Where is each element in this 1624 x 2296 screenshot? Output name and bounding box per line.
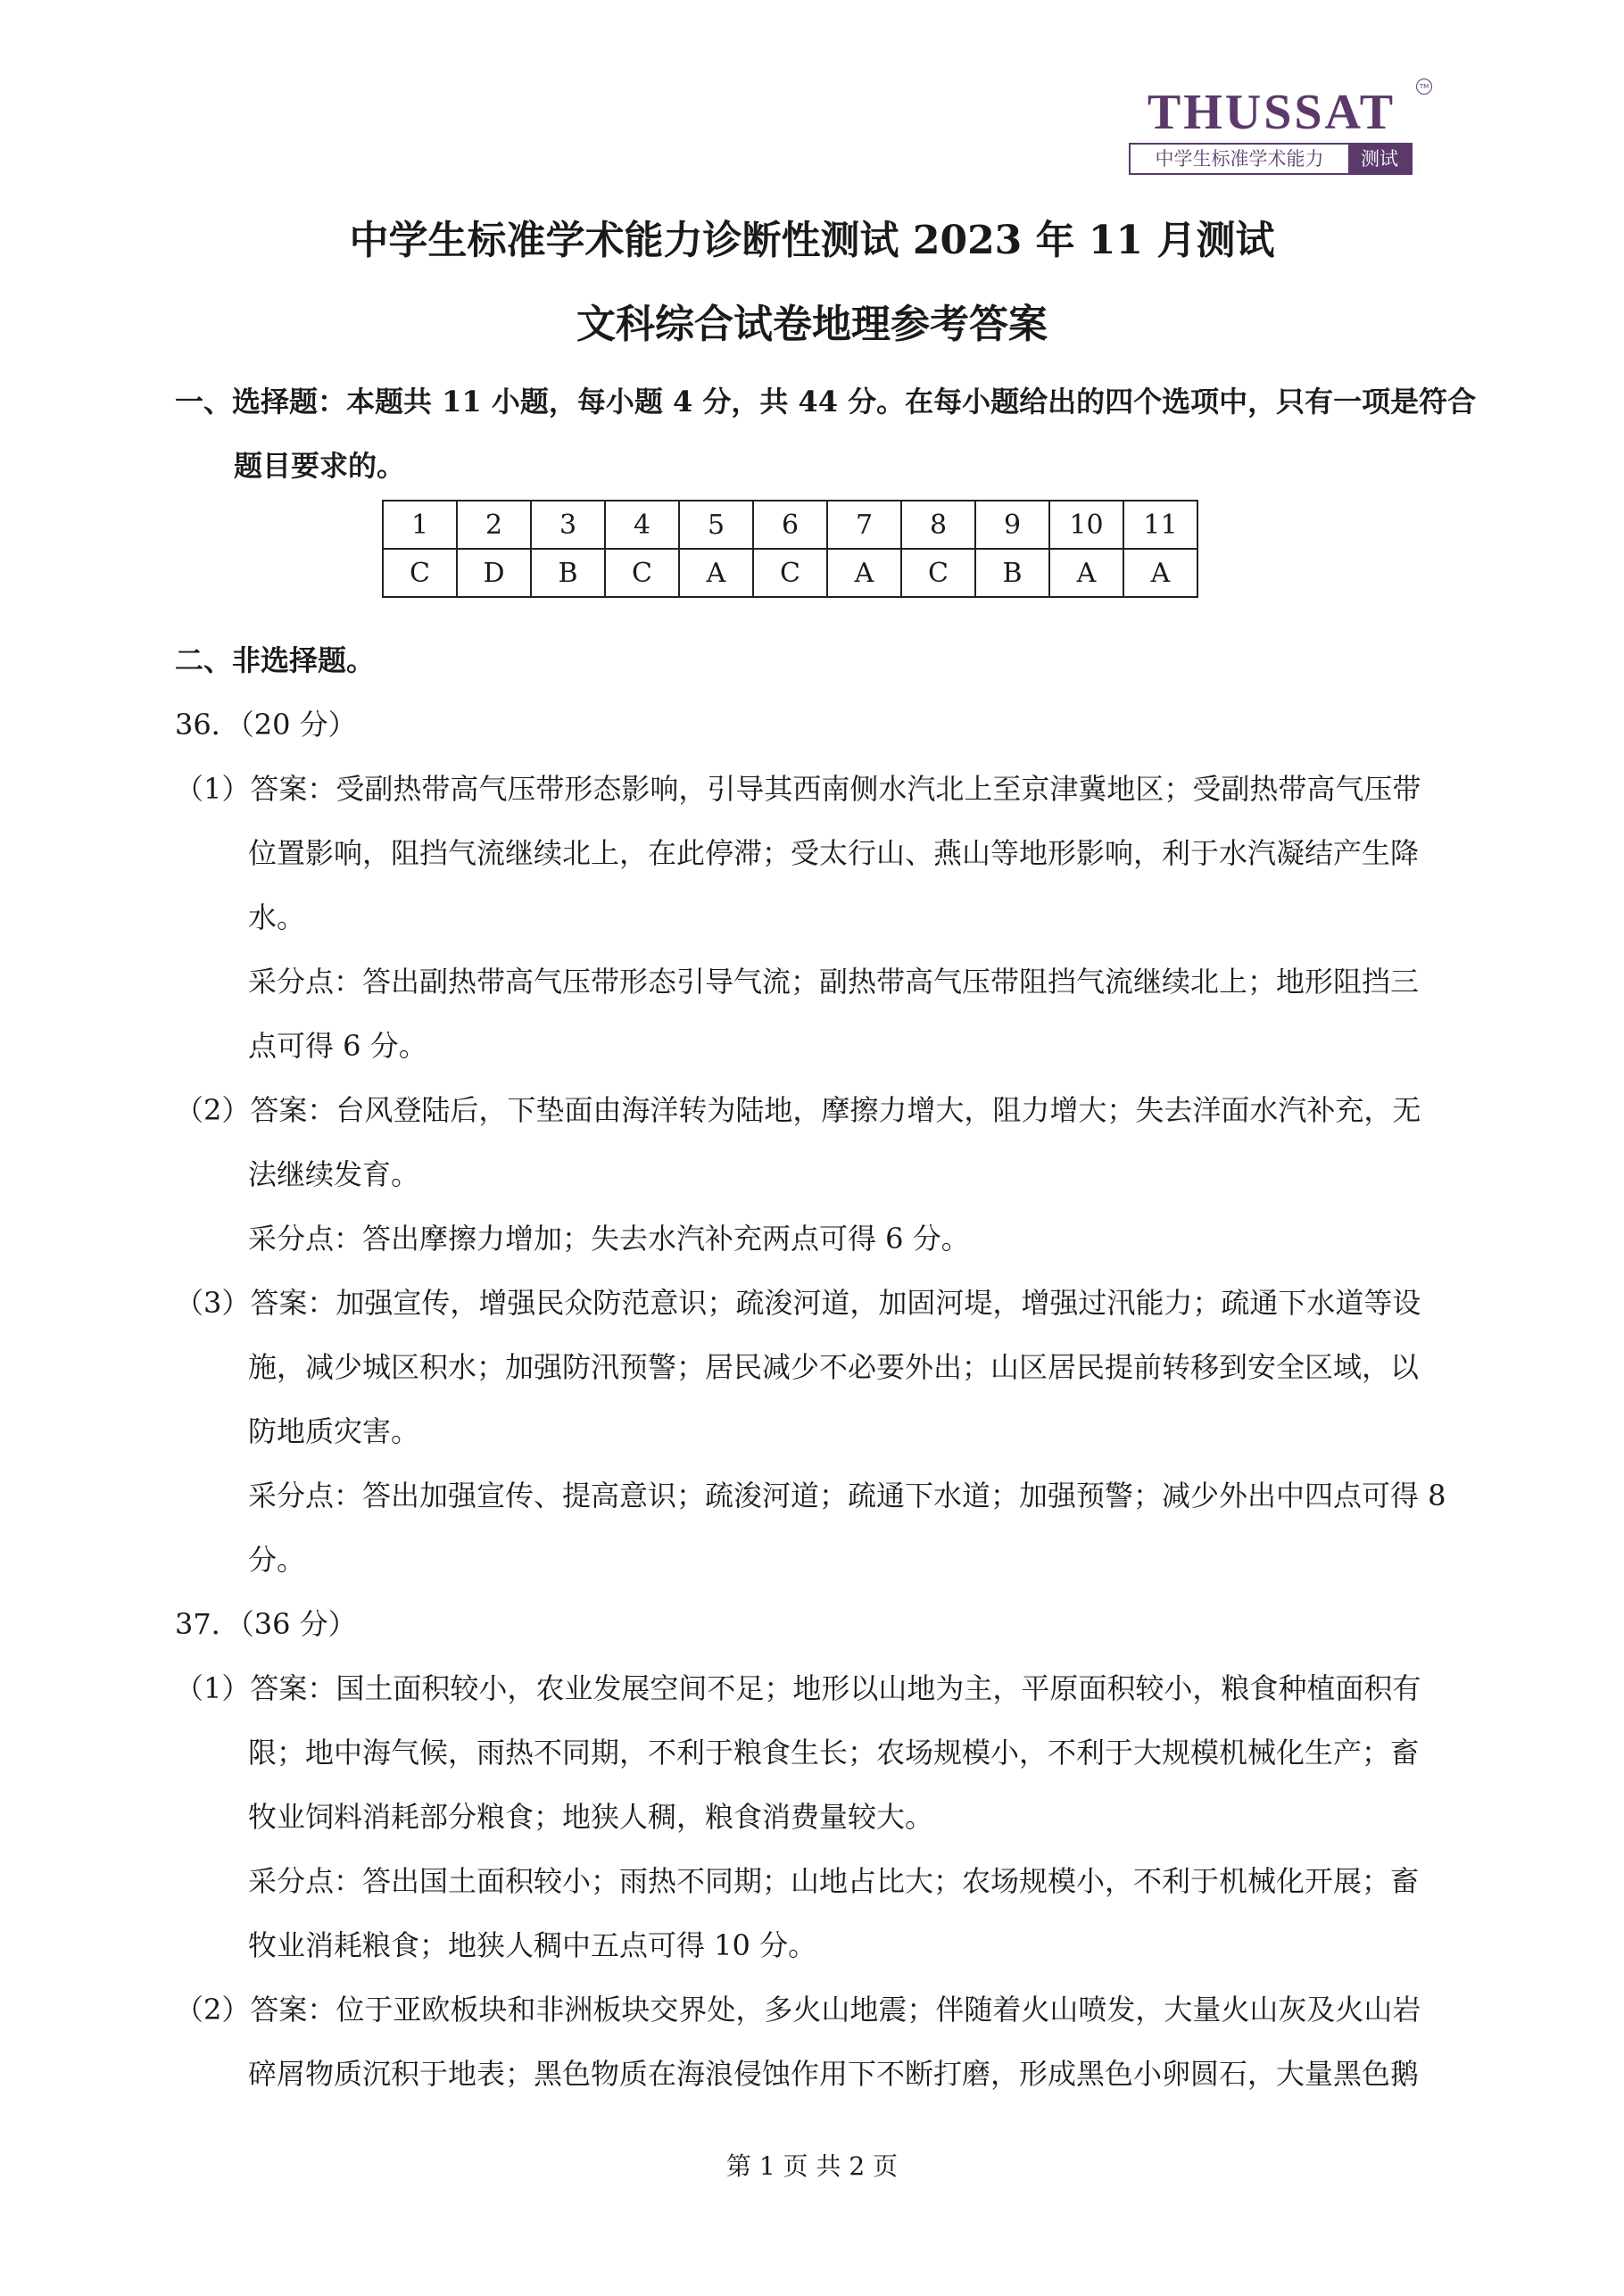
answer-letter: B bbox=[975, 549, 1049, 597]
question-36-heading: 36．（20 分） bbox=[175, 708, 357, 742]
answer-line: 碎屑物质沉积于地表；黑色物质在海浪侵蚀作用下不断打磨，形成黑色小卵圆石，大量黑色鹅 bbox=[248, 2057, 1420, 2091]
logo-wordmark: THUSSAT bbox=[1147, 85, 1396, 140]
trademark-icon: TM bbox=[1416, 79, 1432, 95]
answer-line: （1）答案：受副热带高气压带形态影响，引导其西南侧水汽北上至京津冀地区；受副热带高气压带 bbox=[175, 772, 1421, 806]
answer-line: （3）答案：加强宣传，增强民众防范意识；疏浚河道，加固河堤，增强过汛能力；疏通下水道等设 bbox=[175, 1286, 1421, 1320]
page-footer: 第 1 页 共 2 页 bbox=[725, 2151, 899, 2181]
scoring-line: 点可得 6 分。 bbox=[248, 1029, 427, 1063]
answer-letter: A bbox=[1049, 549, 1123, 597]
scoring-line: 采分点：答出国土面积较小；雨热不同期；山地占比大；农场规模小，不利于机械化开展；畜 bbox=[248, 1864, 1420, 1898]
answer-letter: C bbox=[383, 549, 457, 597]
answer-line: 牧业饲料消耗部分粮食；地狭人稠，粮食消费量较大。 bbox=[248, 1800, 934, 1834]
question-number: 2 bbox=[457, 501, 531, 549]
question-number: 3 bbox=[531, 501, 605, 549]
answer-letter: B bbox=[531, 549, 605, 597]
section2-heading: 二、非选择题。 bbox=[175, 643, 376, 677]
answer-line: 施，减少城区积水；加强防汛预警；居民减少不必要外出；山区居民提前转移到安全区域，以 bbox=[248, 1350, 1420, 1384]
section1-heading-cont: 题目要求的。 bbox=[234, 449, 406, 483]
scoring-line: 采分点：答出副热带高气压带形态引导气流；副热带高气压带阻挡气流继续北上；地形阻挡三 bbox=[248, 965, 1420, 999]
question-number: 1 bbox=[383, 501, 457, 549]
answer-line: （1）答案：国土面积较小，农业发展空间不足；地形以山地为主，平原面积较小，粮食种植面积有 bbox=[175, 1671, 1421, 1705]
answer-line: 法继续发育。 bbox=[248, 1157, 420, 1191]
answer-letter: A bbox=[827, 549, 901, 597]
question-37-heading: 37．（36 分） bbox=[175, 1607, 357, 1641]
answer-table bbox=[382, 500, 1198, 598]
question-number: 5 bbox=[679, 501, 753, 549]
answer-table-number-row bbox=[383, 501, 1197, 549]
answer-letter: A bbox=[679, 549, 753, 597]
scoring-line: 分。 bbox=[248, 1543, 306, 1577]
answer-letter: C bbox=[753, 549, 827, 597]
question-number: 6 bbox=[753, 501, 827, 549]
question-number: 7 bbox=[827, 501, 901, 549]
question-number: 4 bbox=[605, 501, 679, 549]
answer-letter: C bbox=[901, 549, 975, 597]
answer-letter: D bbox=[457, 549, 531, 597]
logo-tagline bbox=[1129, 143, 1413, 175]
answer-table-answer-row bbox=[383, 549, 1197, 597]
logo-tagline-right: 测试 bbox=[1348, 145, 1411, 173]
section1-heading: 一、选择题：本题共 11 小题，每小题 4 分，共 44 分。在每小题给出的四个选项中，只有一项是符合 bbox=[175, 385, 1477, 419]
answer-line: 位置影响，阻挡气流继续北上，在此停滞；受太行山、燕山等地形影响，利于水汽凝结产生降 bbox=[248, 836, 1420, 870]
answer-letter: C bbox=[605, 549, 679, 597]
question-number: 9 bbox=[975, 501, 1049, 549]
answer-line: （2）答案：台风登陆后，下垫面由海洋转为陆地，摩擦力增大，阻力增大；失去洋面水汽补充，无 bbox=[175, 1093, 1421, 1127]
thussat-logo bbox=[1129, 79, 1429, 178]
scoring-line: 采分点：答出加强宣传、提高意识；疏浚河道；疏通下水道；加强预警；减少外出中四点可得 8 bbox=[248, 1479, 1446, 1513]
logo-tagline-left: 中学生标准学术能力 bbox=[1155, 148, 1324, 170]
scoring-line: 采分点：答出摩擦力增加；失去水汽补充两点可得 6 分。 bbox=[248, 1222, 970, 1256]
document-title: 中学生标准学术能力诊断性测试 2023 年 11 月测试 bbox=[349, 218, 1275, 263]
answer-line: 水。 bbox=[248, 900, 306, 934]
question-number: 11 bbox=[1123, 501, 1197, 549]
question-number: 8 bbox=[901, 501, 975, 549]
answer-line: 限；地中海气候，雨热不同期，不利于粮食生长；农场规模小，不利于大规模机械化生产；畜 bbox=[248, 1736, 1420, 1770]
document-subtitle: 文科综合试卷地理参考答案 bbox=[576, 302, 1048, 347]
answer-letter: A bbox=[1123, 549, 1197, 597]
answer-line: （2）答案：位于亚欧板块和非洲板块交界处，多火山地震；伴随着火山喷发，大量火山灰及火山岩 bbox=[175, 1993, 1421, 2027]
question-number: 10 bbox=[1049, 501, 1123, 549]
scoring-line: 牧业消耗粮食；地狭人稠中五点可得 10 分。 bbox=[248, 1928, 817, 1962]
answer-line: 防地质灾害。 bbox=[248, 1414, 420, 1448]
